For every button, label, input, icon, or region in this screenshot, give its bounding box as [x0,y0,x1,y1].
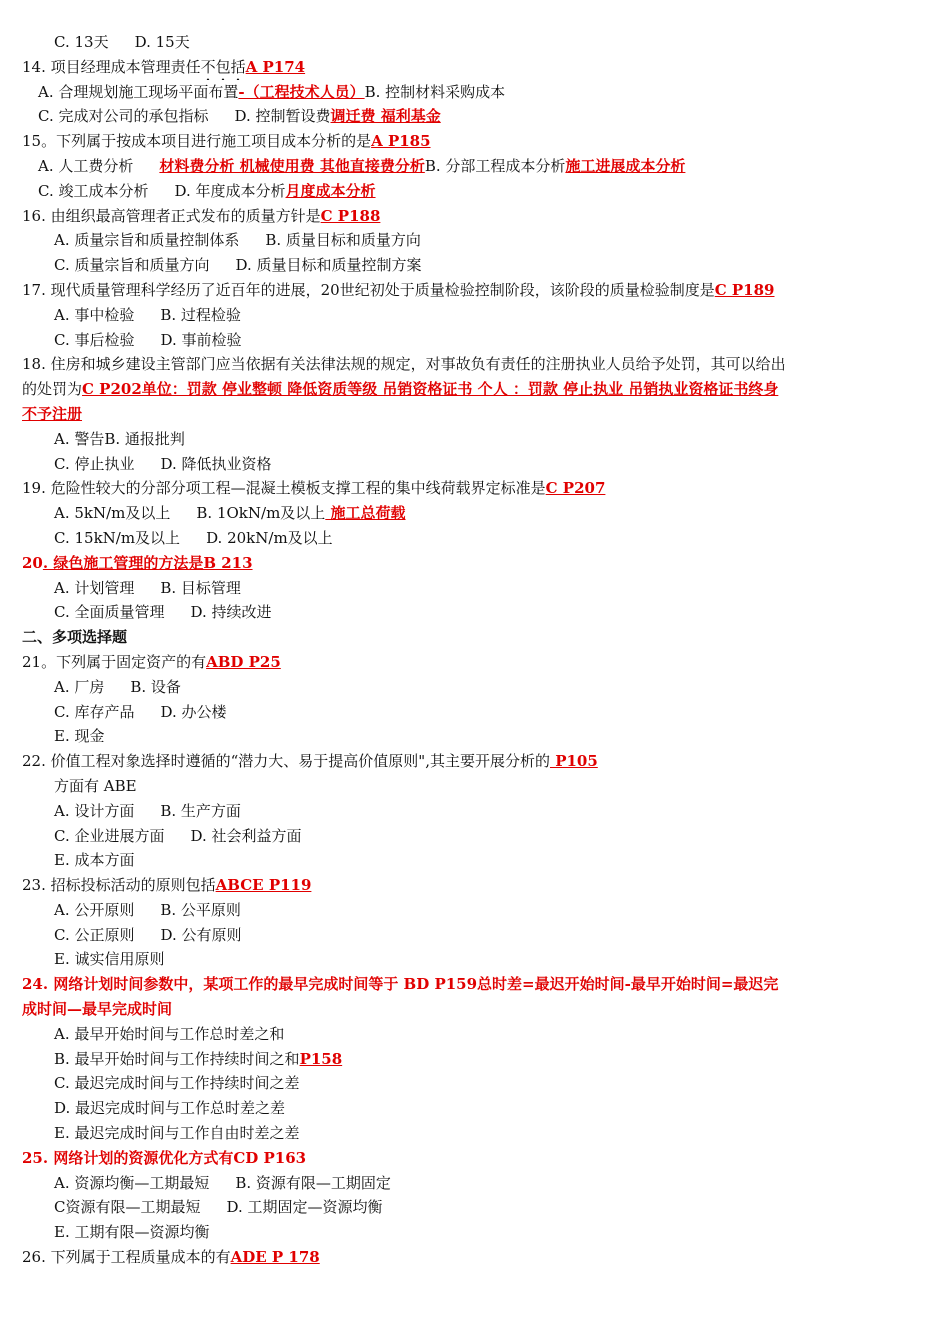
q16-options-cd: C. 质量宗旨和质量方向 D. 质量目标和质量控制方案 [54,256,422,275]
q24-stem-cont: 成时间—最早完成时间 [22,1000,173,1019]
emphasis-text: 不包括 [200,57,246,76]
option-c: C. 13天 [54,33,109,51]
answer-note: P158 [299,1049,343,1068]
answer-note: 月度成本分析 [285,181,376,200]
q22-options-cd: C. 企业进展方面 D. 社会利益方面 [54,826,302,845]
q17-options-cd: C. 事后检验 D. 事前检验 [54,330,242,349]
q16-options-ab: A. 质量宗旨和质量控制体系 B. 质量目标和质量方向 [54,231,421,250]
q24-option-b: B. 最早开始时间与工作持续时间之和P158 [54,1049,343,1068]
q24-option-e: E. 最迟完成时间与工作自由时差之差 [54,1124,300,1143]
q21-options-cd: C. 库存产品 D. 办公楼 [54,702,227,721]
answer-note: -（工程技术人员） [238,82,365,101]
answer-note: 调迁费 福利基金 [330,107,441,126]
q24-option-c: C. 最迟完成时间与工作持续时间之差 [54,1074,300,1093]
q19-stem: 19. 危险性较大的分部分项工程—混凝土模板支撑工程的集中线荷载界定标准是C P207 [22,479,606,498]
q20-options-ab: A. 计划管理 B. 目标管理 [54,578,241,597]
q16-stem: 16. 由组织最高管理者正式发布的质量方针是C P188 [22,206,381,225]
answer-key: C P202单位：罚款 停业整顿 降低资质等级 吊销资格证书 个人 ：罚款 停止执业 吊销执业资格证书终身 [82,380,779,399]
q15-stem: 15。下列属于按成本项目进行施工项目成本分析的是A P185 [22,132,431,151]
q25-options-ab: A. 资源均衡—工期最短 B. 资源有限—工期固定 [54,1173,391,1192]
q20-options-cd: C. 全面质量管理 D. 持续改进 [54,603,272,622]
answer-key: P105 [549,752,598,771]
q18-options-cd: C. 停止执业 D. 降低执业资格 [54,454,272,473]
q26-stem: 26. 下列属于工程质量成本的有ADE P 178 [22,1248,320,1267]
q22-stem: 22. 价值工程对象选择时遵循的“潜力大、易于提高价值原则",其主要开展分析的 P105 [22,752,598,771]
q20-stem: 20. 绿色施工管理的方法是B 213 [22,553,253,572]
q24-option-d: D. 最迟完成时间与工作总时差之差 [54,1099,286,1118]
q24-option-a: A. 最早开始时间与工作总时差之和 [54,1024,285,1043]
answer-note: 施工总荷载 [325,504,406,523]
answer-note: 材料费分析 机械使用费 其他直接费分析 [159,156,425,175]
q19-options-ab: A. 5kN/m及以上 B. 1OkN/m及以上 施工总荷载 [54,504,406,523]
q18-stem-cont: 的处罚为C P202单位：罚款 停业整顿 降低资质等级 吊销资格证书 个人 ：罚款 停止执业 吊销执业资格证书终身 [22,380,779,399]
answer-key: ADE P 178 [230,1248,320,1267]
q17-options-ab: A. 事中检验 B. 过程检验 [54,305,241,324]
answer-note: 施工进展成本分析 [565,156,686,175]
q23-stem: 23. 招标投标活动的原则包括ABCE P119 [22,876,312,895]
answer-key: . 绿色施工管理的方法是B 213 [42,553,253,572]
q25-options-cd: C资源有限—工期最短 D. 工期固定—资源均衡 [54,1198,383,1217]
q17-stem: 17. 现代质量管理科学经历了近百年的进展，20世纪初处于质量检验控制阶段，该阶段的质量检验制度是C P189 [22,280,775,299]
q14-options-cd: C. 完成对公司的承包指标 D. 控制暂设费调迁费 福利基金 [38,107,441,126]
q14-options-ab: A. 合理规划施工现场平面布置-（工程技术人员）B. 控制材料采购成本 [38,82,506,101]
q22-option-e: E. 成本方面 [54,851,135,870]
answer-key: ABCE P119 [215,876,312,895]
q21-stem: 21。下列属于固定资产的有ABD P25 [22,652,281,671]
q14-stem: 14. 项目经理成本管理责任不包括A P174 [22,57,306,76]
q23-options-ab: A. 公开原则 B. 公平原则 [54,900,241,919]
answer-key: A P174 [245,57,306,76]
q22-options-ab: A. 设计方面 B. 生产方面 [54,801,241,820]
q21-option-e: E. 现金 [54,727,105,746]
answer-key: C P189 [714,280,775,299]
q13-options [22,30,924,55]
q15-options-ab: A. 人工费分析 材料费分析 机械使用费 其他直接费分析B. 分部工程成本分析施工进展成本分析 [38,156,686,175]
answer-key: A P185 [371,132,431,151]
q18-options-ab: A. 警告B. 通报批判 [54,429,185,448]
answer-key: ABD P25 [206,652,281,671]
q21-options-ab: A. 厂房 B. 设备 [54,677,181,696]
q23-options-cd: C. 公正原则 D. 公有原则 [54,925,242,944]
q25-stem: 25. 网络计划的资源优化方式有CD P163 [22,1148,307,1167]
q23-option-e: E. 诚实信用原则 [54,950,165,969]
q22-stem-cont: 方面有 ABE [54,776,137,795]
q18-stem: 18. 住房和城乡建设主管部门应当依据有关法律法规的规定，对事故负有责任的注册执业人员给予处罚，其可以给出 [22,355,786,374]
q18-answer-cont [22,402,924,427]
option-d: D. 15天 [134,33,190,51]
q24-stem: 24. 网络计划时间参数中，某项工作的最早完成时间等于 BD P159总时差=最迟开始时间-最早开始时间=最迟完 [22,975,779,994]
q15-options-cd: C. 竣工成本分析 D. 年度成本分析月度成本分析 [38,181,376,200]
section-heading: 二、多项选择题 [22,628,128,647]
q19-options-cd: C. 15kN/m及以上 D. 20kN/m及以上 [54,528,333,547]
answer-key: C P207 [545,479,606,498]
q25-option-e: E. 工期有限—资源均衡 [54,1223,210,1242]
answer-note: 不予注册 [22,404,83,423]
answer-key: C P188 [320,206,381,225]
